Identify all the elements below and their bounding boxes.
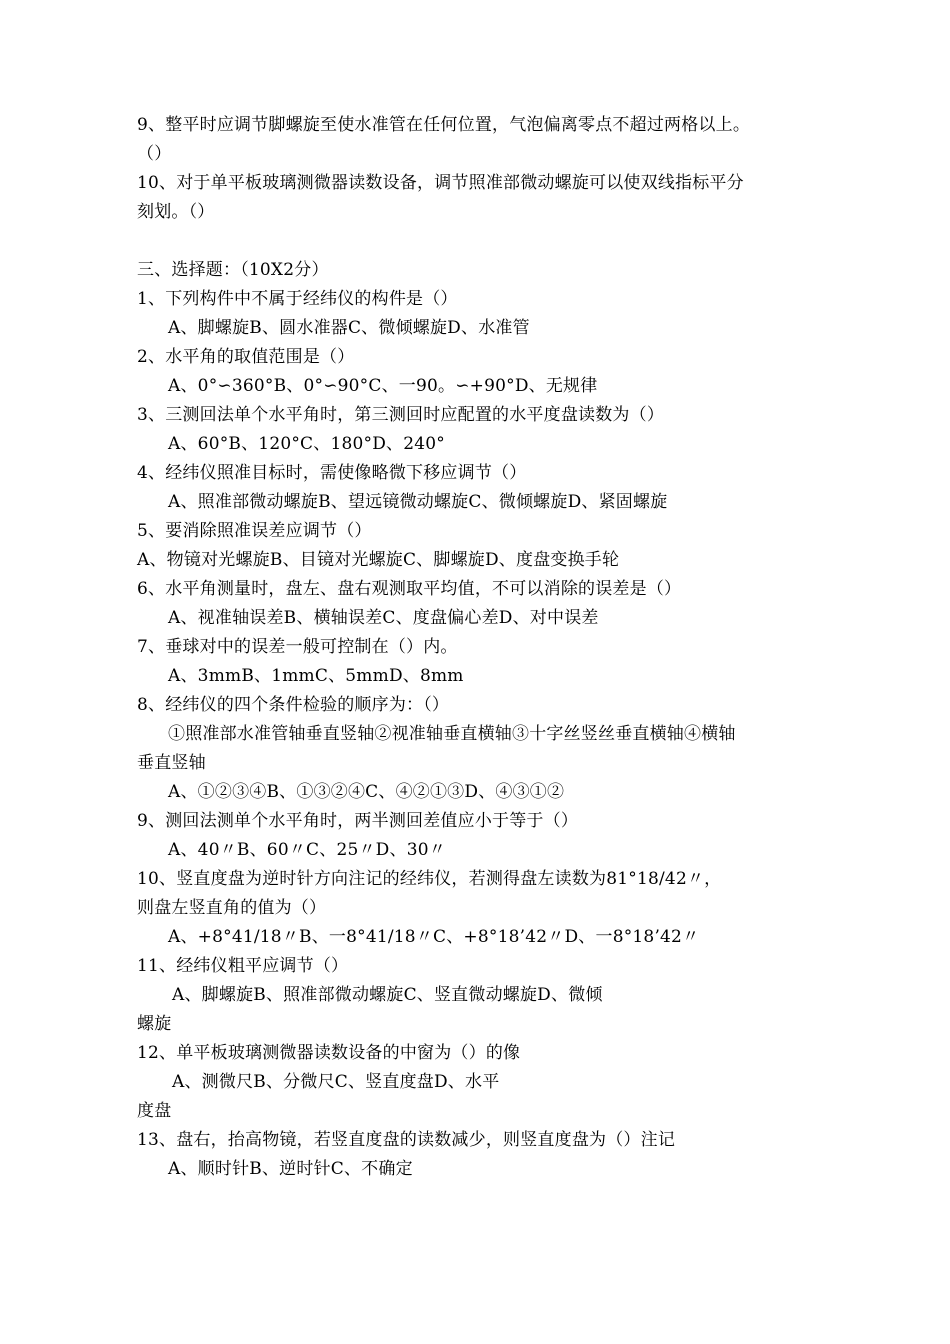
question-1: 1、下列构件中不属于经纬仪的构件是（） <box>137 289 458 309</box>
question-5: 5、要消除照准误差应调节（） <box>137 521 372 541</box>
question-13: 13、盘右，抬高物镜，若竖直度盘的读数减少，则竖直度盘为（）注记 <box>137 1130 676 1150</box>
judge-q10-line1: 10、对于单平板玻璃测微器读数设备，调节照准部微动螺旋可以使双线指标平分 <box>137 173 744 193</box>
question-12-options-cont: 度盘 <box>137 1101 172 1121</box>
question-11: 11、经纬仪粗平应调节（） <box>137 956 349 976</box>
question-3-options: A、60°B、120°C、180°D、240° <box>168 434 445 454</box>
question-10-options: A、+8°41/18〃B、一8°41/18〃C、+8°18’42〃D、一8°18’42〃 <box>168 927 700 947</box>
question-7-options: A、3mmB、1mmC、5mmD、8mm <box>168 666 464 686</box>
question-9: 9、测回法测单个水平角时，两半测回差值应小于等于（） <box>137 811 579 831</box>
question-6-options: A、视准轴误差B、横轴误差C、度盘偏心差D、对中误差 <box>168 608 599 628</box>
question-4: 4、经纬仪照准目标时，需使像略微下移应调节（） <box>137 463 527 483</box>
question-5-options: A、物镜对光螺旋B、目镜对光螺旋C、脚螺旋D、度盘变换手轮 <box>137 550 620 570</box>
question-11-options-cont: 螺旋 <box>137 1014 172 1034</box>
question-13-options: A、顺时针B、逆时针C、不确定 <box>168 1159 413 1179</box>
judge-q9-line2: （） <box>137 144 172 164</box>
question-10: 10、竖直度盘为逆时针方向注记的经纬仪，若测得盘左读数为81°18/42〃， <box>137 869 722 889</box>
question-4-options: A、照准部微动螺旋B、望远镜微动螺旋C、微倾螺旋D、紧固螺旋 <box>168 492 668 512</box>
question-1-options: A、脚螺旋B、圆水准器C、微倾螺旋D、水准管 <box>168 318 530 338</box>
question-2-options: A、0°∽360°B、0°∽90°C、一90。∽+90°D、无规律 <box>168 376 598 396</box>
question-8-conditions-cont: 垂直竖轴 <box>137 753 206 773</box>
question-12-options: A、测微尺B、分微尺C、竖直度盘D、水平 <box>172 1072 500 1092</box>
question-6: 6、水平角测量时，盘左、盘右观测取平均值，不可以消除的误差是（） <box>137 579 682 599</box>
question-3: 3、三测回法单个水平角时，第三测回时应配置的水平度盘读数为（） <box>137 405 665 425</box>
judge-q10-line2: 刻划。（） <box>137 202 215 222</box>
judge-q9-line1: 9、整平时应调节脚螺旋至使水准管在任何位置，气泡偏离零点不超过两格以上。 <box>137 115 751 135</box>
question-7: 7、垂球对中的误差一般可控制在（）内。 <box>137 637 458 657</box>
question-12: 12、单平板玻璃测微器读数设备的中窗为（）的像 <box>137 1043 521 1063</box>
question-8-conditions: ①照准部水准管轴垂直竖轴②视准轴垂直横轴③十字丝竖丝垂直横轴④横轴 <box>168 724 736 744</box>
question-11-options: A、脚螺旋B、照准部微动螺旋C、竖直微动螺旋D、微倾 <box>172 985 603 1005</box>
question-9-options: A、40〃B、60〃C、25〃D、30〃 <box>168 840 446 860</box>
section-heading: 三、选择题：（10X2分） <box>137 260 329 280</box>
question-8: 8、经纬仪的四个条件检验的顺序为：（） <box>137 695 450 715</box>
question-2: 2、水平角的取值范围是（） <box>137 347 355 367</box>
question-10-cont: 则盘左竖直角的值为（） <box>137 898 327 918</box>
question-8-options: A、①②③④B、①③②④C、④②①③D、④③①② <box>168 782 565 802</box>
